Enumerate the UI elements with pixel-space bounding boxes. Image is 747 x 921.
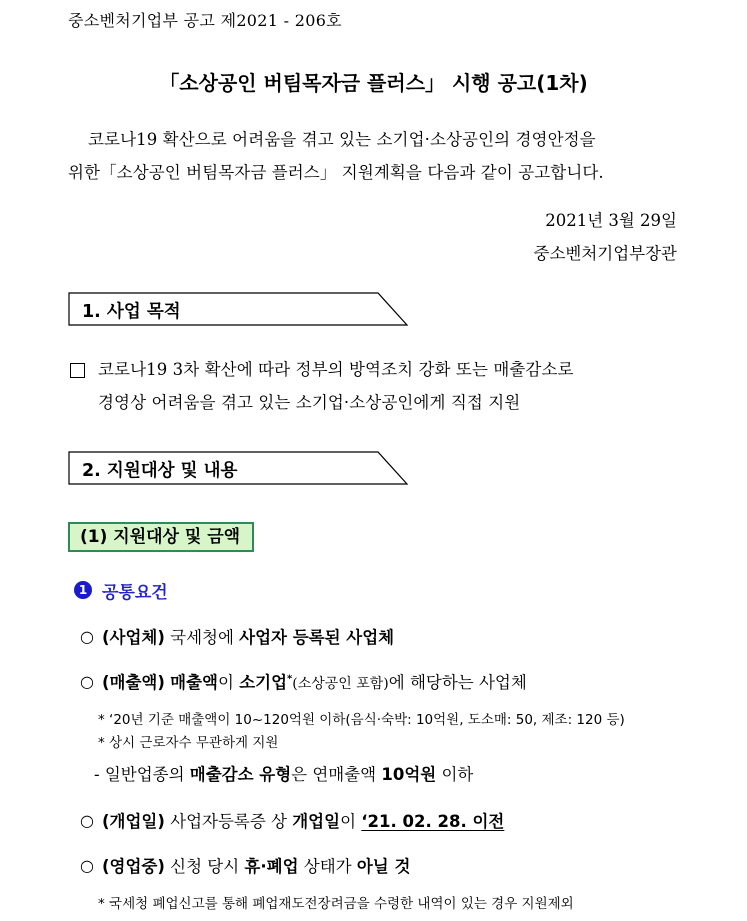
item-label: (사업체) [102, 628, 165, 647]
section-title: 1. 사업 목적 [82, 302, 181, 322]
item-emphasis: 10억원 [381, 765, 437, 784]
requirement-revenue [102, 669, 527, 693]
item-deadline: ‘21. 02. 28. 이전 [361, 812, 505, 831]
circle-bullet-icon: ○ [80, 856, 94, 875]
document-title: 「소상공인 버팀목자금 플러스」 시행 공고(1차) [159, 71, 588, 95]
checkbox-icon [70, 363, 85, 378]
item-text: 국세청에 [170, 628, 234, 647]
footnote: * 국세청 폐업신고를 통해 폐업재도전장려금을 수령한 내역이 있는 경우 지원제외 [98, 896, 574, 912]
item-text: 이하 [441, 765, 474, 784]
item-aside: (소상공인 포함) [292, 676, 389, 692]
item-text: 이 [217, 673, 234, 692]
item-emphasis: 소기업 [239, 673, 288, 692]
revenue-decline-condition [94, 761, 473, 785]
item-emphasis: 사업자 등록된 사업체 [239, 628, 395, 647]
intro-line-2: 위한「소상공인 버팀목자금 플러스」 지원계획을 다음과 같이 공고합니다. [68, 163, 604, 182]
item-emphasis: 아닐 것 [356, 857, 411, 876]
item-text: 은 연매출액 [291, 765, 377, 784]
item-text: 이 [340, 812, 357, 831]
item-text: 에 해당하는 사업체 [388, 673, 527, 692]
subsection-title: (1) 지원대상 및 금액 [68, 522, 254, 552]
requirement-business [102, 624, 394, 648]
item-emphasis: 휴·폐업 [244, 857, 299, 876]
notice-number: 중소벤처기업부 공고 제2021 - 206호 [68, 11, 342, 30]
section-heading-support [68, 451, 408, 485]
publication-date: 2021년 3월 29일 [545, 211, 677, 230]
item-text: - 일반업종의 [94, 765, 185, 784]
item-emphasis: 매출액 [170, 673, 218, 692]
requirement-opening-date [102, 808, 504, 832]
circle-bullet-icon: ○ [80, 627, 94, 646]
purpose-line-2: 경영상 어려움을 겪고 있는 소기업·소상공인에게 직접 지원 [98, 393, 521, 412]
section-heading-purpose [68, 292, 408, 326]
purpose-line-1: 코로나19 3차 확산에 따라 정부의 방역조치 강화 또는 매출감소로 [98, 360, 574, 379]
item-emphasis: 개업일 [292, 812, 341, 831]
item-emphasis: 매출감소 유형 [189, 765, 292, 784]
footnote-mark: * [287, 673, 293, 685]
issuing-organization: 중소벤처기업부장관 [533, 244, 677, 263]
item-text: 신청 당시 [170, 857, 240, 876]
item-text: 상태가 [303, 857, 352, 876]
footnote: * 상시 근로자수 무관하게 지원 [98, 735, 279, 751]
item-text: 사업자등록증 상 [170, 812, 287, 831]
footnote: * ‘20년 기준 매출액이 10~120억원 이하(음식·숙박: 10억원, 도소매: 50, 제조: 120 등) [98, 712, 625, 728]
circle-bullet-icon: ○ [80, 811, 94, 830]
circle-bullet-icon: ○ [80, 672, 94, 691]
item-label: (영업중) [102, 857, 165, 876]
intro-line-1: 코로나19 확산으로 어려움을 겪고 있는 소기업·소상공인의 경영안정을 [88, 130, 596, 149]
numbered-bullet-icon: 1 [74, 581, 92, 599]
requirement-in-operation [102, 853, 410, 877]
common-requirements-heading: 공통요건 [102, 583, 168, 603]
item-label: (매출액) [102, 673, 165, 692]
item-label: (개업일) [102, 812, 165, 831]
section-title: 2. 지원대상 및 내용 [82, 461, 238, 481]
